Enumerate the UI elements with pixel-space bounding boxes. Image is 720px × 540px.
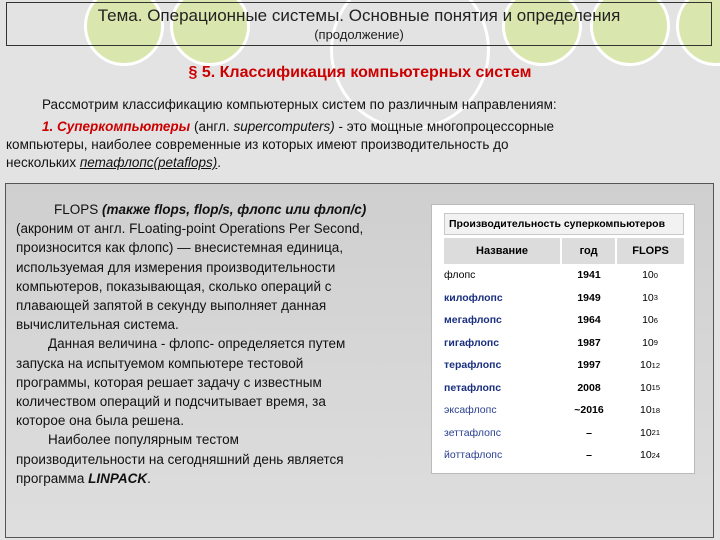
cell-flops <box>616 444 684 467</box>
cell-year: 1964 <box>577 314 601 327</box>
cell-name[interactable]: эксафлопс <box>444 404 497 417</box>
flops-exponent: 0 <box>653 270 658 280</box>
flops-base: 10 <box>639 359 652 372</box>
flops-exponent: 9 <box>653 338 658 348</box>
table-row <box>444 399 684 422</box>
table-header <box>444 238 684 264</box>
cell-name[interactable]: терафлопс <box>444 359 502 372</box>
flops-base: 10 <box>642 269 654 282</box>
flops-base: 10 <box>642 336 654 349</box>
cell-flops <box>616 354 684 377</box>
text-line: Данная величина - флопс- определяется путем <box>48 336 346 352</box>
column-header: FLOPS <box>632 245 669 257</box>
text-span: . <box>147 470 151 486</box>
flops-term: FLOPS <box>54 202 103 217</box>
page-title: Тема. Операционные системы. Основные понятия и определения <box>97 6 621 25</box>
flops-exponent: 3 <box>653 293 658 303</box>
cell-year: – <box>586 426 592 439</box>
intro-text: Рассмотрим классификацию компьютерных систем по различным направлениям: <box>42 97 557 112</box>
text-span: программа <box>16 470 89 486</box>
performance-table <box>431 204 695 474</box>
text-line: (акроним от англ. FLoating-point Operations Per Second, <box>16 221 364 237</box>
paragraph-line: компьютеры, наиболее современные из которых имеют производительность до <box>6 137 509 152</box>
cell-year: ~2016 <box>574 404 604 417</box>
text-line: используемая для измерения производительности <box>16 259 336 275</box>
supercomputers-term: 1. Суперкомпьютеры <box>42 119 191 134</box>
cell-year: 1987 <box>577 336 601 349</box>
table-row <box>444 377 684 400</box>
table-row <box>444 444 684 467</box>
flops-base: 10 <box>642 291 654 304</box>
flops-base: 10 <box>639 381 652 394</box>
flops-description <box>16 200 436 488</box>
cell-name: флопс <box>444 269 476 282</box>
text-line: произносится как флопс) — внесистемная единица, <box>16 240 344 256</box>
cell-year: 1997 <box>577 359 601 372</box>
text-line: плавающей запятой в секунду выполняет данная <box>16 298 327 314</box>
cell-flops <box>616 309 684 332</box>
cell-name[interactable]: петафлопс <box>444 381 502 394</box>
text-span: (англ. <box>190 119 234 134</box>
linpack-term: LINPACK <box>88 470 148 486</box>
table-row <box>444 264 684 287</box>
text-line: программы, которая решает задачу с известным <box>16 374 322 390</box>
flops-exponent: 21 <box>651 428 661 438</box>
flops-synonyms: (также flops, flop/s, флопс или флоп/с) <box>102 202 367 217</box>
cell-name[interactable]: гигафлопс <box>444 336 500 349</box>
text-span: . <box>217 155 222 170</box>
flops-exponent: 24 <box>651 450 661 460</box>
flops-exponent: 15 <box>651 383 661 393</box>
text-line: запуска на испытуемом компьютере тестовой <box>16 355 304 371</box>
flops-base: 10 <box>639 404 652 417</box>
cell-name[interactable]: зеттафлопс <box>444 426 501 439</box>
table-row <box>444 332 684 355</box>
section-title: § 5. Классификация компьютерных систем <box>188 64 532 81</box>
petaflops-term: петафлопс(petaflops) <box>79 155 218 170</box>
flops-exponent: 12 <box>651 360 661 370</box>
cell-year: 2008 <box>577 381 601 394</box>
cell-name[interactable]: килофлопс <box>444 291 503 304</box>
text-span: - это мощные многопроцессорные <box>334 119 555 134</box>
cell-flops <box>616 377 684 400</box>
english-term: supercomputers) <box>233 119 335 134</box>
column-header: год <box>562 238 617 264</box>
table-row <box>444 309 684 332</box>
text-line <box>16 469 436 488</box>
cell-year: – <box>586 449 592 462</box>
table-row <box>444 422 684 445</box>
flops-exponent: 18 <box>651 405 661 415</box>
flops-exponent: 6 <box>653 315 658 325</box>
text-line: производительности на сегодняшний день является <box>16 451 344 467</box>
table-body <box>444 264 684 467</box>
column-header: Название <box>444 238 562 264</box>
paragraph-line <box>6 154 714 172</box>
supercomputers-paragraph <box>6 118 714 172</box>
flops-base: 10 <box>639 426 652 439</box>
cell-name[interactable]: йоттафлопс <box>444 449 503 462</box>
paragraph-line <box>6 118 714 136</box>
cell-flops <box>616 422 684 445</box>
flops-base: 10 <box>642 314 654 327</box>
table-row <box>444 287 684 310</box>
cell-year: 1949 <box>577 291 601 304</box>
table-caption: Производительность суперкомпьютеров <box>444 213 684 235</box>
text-line: вычислительная система. <box>16 317 179 333</box>
flops-base: 10 <box>639 449 652 462</box>
text-span: нескольких <box>6 155 80 170</box>
text-line: Наиболее популярным тестом <box>48 432 239 448</box>
title-box <box>6 2 712 46</box>
cell-name[interactable]: мегафлопс <box>444 314 502 327</box>
cell-flops <box>616 332 684 355</box>
cell-flops <box>616 264 684 287</box>
text-line <box>16 200 436 219</box>
text-line: количеством операций и подсчитывает время, за <box>16 394 326 410</box>
table-row <box>444 354 684 377</box>
cell-flops <box>616 399 684 422</box>
cell-flops <box>616 287 684 310</box>
text-line: которое она была решена. <box>16 413 184 429</box>
page-subtitle: (продолжение) <box>314 27 404 42</box>
cell-year: 1941 <box>577 269 601 282</box>
text-line: компьютеров, показывающая, сколько операций с <box>16 278 332 294</box>
